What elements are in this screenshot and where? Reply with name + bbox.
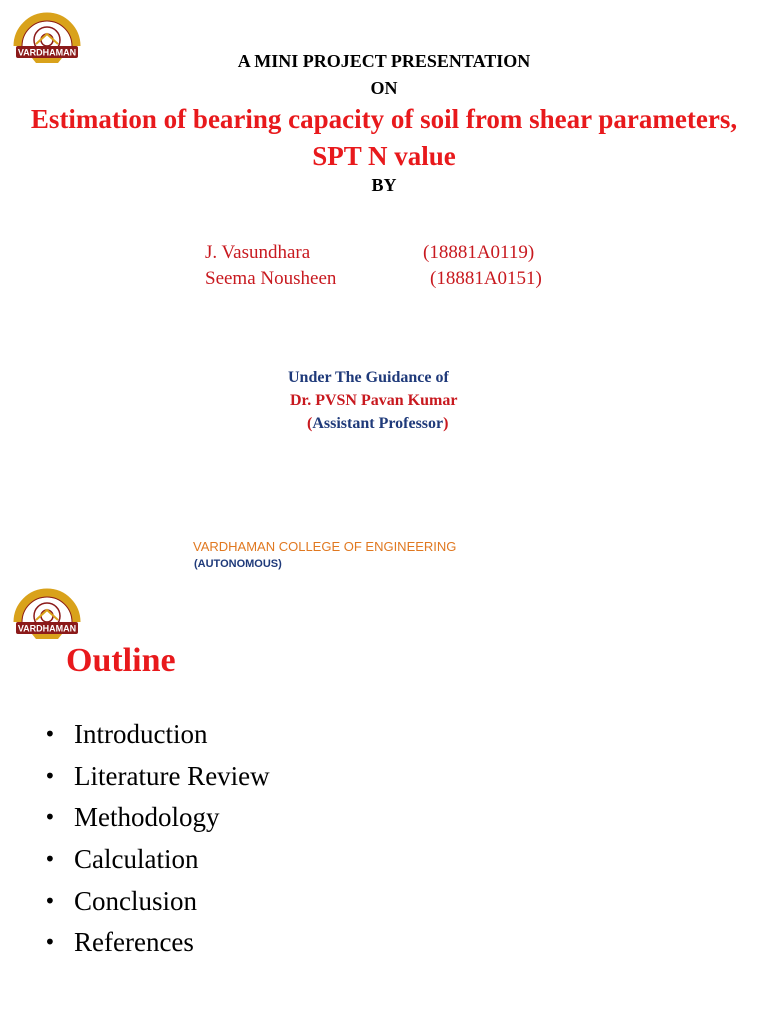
bullet-icon: • [44,847,56,872]
paren-open: ( [307,415,313,432]
outline-item-label: Conclusion [74,885,198,916]
list-item [44,799,270,841]
guidance-label: Under The Guidance of [288,369,449,386]
outline-slide [0,580,768,1024]
student-id-1: (18881A0119) [423,242,535,263]
list-item [44,924,270,966]
outline-item-label: Introduction [74,719,208,749]
student-name-1: J. Vasundhara [205,242,311,263]
guide-title-line [307,415,448,433]
list-item [44,841,270,883]
outline-item-label: Calculation [74,844,199,875]
on-label: ON [370,78,398,98]
by-label: BY [371,175,397,195]
paren-close: ) [443,415,449,432]
bullet-icon: • [44,722,56,746]
bullet-icon: • [44,763,56,788]
svg-text:VARDHAMAN: VARDHAMAN [17,623,77,634]
list-item [44,758,270,800]
outline-item-label: References [74,927,194,958]
guide-name: Dr. PVSN Pavan Kumar [290,392,458,409]
presentation-heading: A MINI PROJECT PRESENTATION [237,51,531,71]
list-item [44,883,270,925]
svg-text:VARDHAMAN: VARDHAMAN [17,47,77,58]
college-name: VARDHAMAN COLLEGE OF ENGINEERING [193,539,457,554]
outline-title: Outline [66,642,176,679]
outline-list [44,716,270,966]
outline-item-label: Methodology [74,802,220,833]
guide-title: Assistant Professor [312,415,444,432]
student-id-2: (18881A0151) [430,268,542,289]
college-logo-icon [10,586,84,642]
bullet-icon: • [44,930,56,955]
bullet-icon: • [44,805,56,830]
student-name-2: Seema Nousheen [205,268,337,289]
list-item [44,716,270,758]
bullet-icon: • [44,888,56,913]
autonomous-label: (AUTONOMOUS) [194,558,282,570]
project-title: Estimation of bearing capacity of soil from shear parameters, SPT N value [30,104,738,171]
outline-item-label: Literature Review [74,760,270,791]
